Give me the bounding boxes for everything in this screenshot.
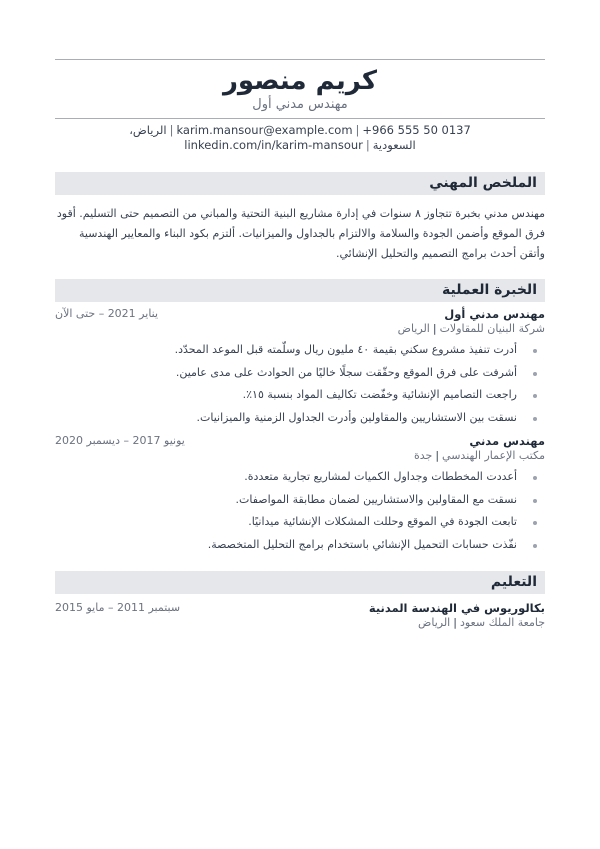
- summary-section-header: [55, 172, 545, 195]
- candidate-title: مهندس مدني أول: [252, 97, 348, 112]
- contact-phone: +966 555 50 0137: [362, 123, 471, 137]
- contact-separator: |: [169, 123, 174, 137]
- list-item: راجعت التصاميم الإنشائية وخفّضت تكاليف المواد بنسبة ١٥٪.: [75, 384, 545, 407]
- job-company-line: [398, 322, 545, 335]
- list-item: أعددت المخططات وجداول الكميات لمشاريع تجارية متعددة.: [75, 466, 545, 489]
- contact-separator: |: [365, 138, 370, 152]
- education-section-header: [55, 571, 545, 594]
- summary-text: مهندس مدني بخبرة تتجاوز ٨ سنوات في إدارة مشاريع البنية التحتية والمباني من التصميم حتى التسليم. أقود فرق الموقع وأضمن الجودة والسلامة والالتزام بالجداول والميزانيات. ألتزم بكود البناء والمعايير الهندسية وأتقن أحدث برامج التصميم والتحليل الإنشائي.: [56, 207, 545, 260]
- education-degree: بكالوريوس في الهندسة المدنية: [368, 601, 545, 615]
- education-heading: التعليم: [490, 574, 537, 590]
- candidate-name: كريم منصور: [222, 66, 378, 96]
- experience-section-header: [55, 279, 545, 302]
- job-title: مهندس مدني أول: [444, 307, 545, 321]
- list-item: تابعت الجودة في الموقع وحللت المشكلات الإنشائية ميدانيًا.: [75, 511, 545, 534]
- contact-divider: [55, 118, 545, 119]
- contact-linkedin[interactable]: linkedin.com/in/karim-mansour: [184, 138, 363, 152]
- list-item: نفّذت حسابات التحميل الإنشائي باستخدام برامج التحليل المتخصصة.: [75, 534, 545, 557]
- education-dates: سبتمبر 2011 – مايو 2015: [55, 601, 181, 614]
- job-title: مهندس مدني: [469, 434, 545, 448]
- list-item: نسقت مع المقاولين والاستشاريين لضمان مطابقة المواصفات.: [75, 489, 545, 512]
- contact-email[interactable]: karim.mansour@example.com: [176, 123, 353, 137]
- job-dates: يناير 2021 – حتى الآن: [55, 307, 159, 320]
- experience-heading: الخبرة العملية: [442, 282, 537, 298]
- job-company: مكتب الإعمار الهندسي: [442, 449, 545, 462]
- summary-heading: الملخص المهني: [429, 175, 537, 191]
- job-city: الرياض: [397, 322, 430, 335]
- job-bullets: [75, 339, 545, 429]
- contact-line: [55, 123, 545, 153]
- job-company: شركة البنيان للمقاولات: [439, 322, 545, 335]
- job-dates: يونيو 2017 – ديسمبر 2020: [55, 434, 185, 447]
- contact-location: الرياض، السعودية: [129, 123, 416, 152]
- list-item: أشرفت على فرق الموقع وحقّقت سجلًا خاليًا من الحوادث على مدى عامين.: [75, 362, 545, 385]
- education-school-line: [418, 616, 545, 629]
- education-city: الرياض: [418, 616, 451, 629]
- job-separator: |: [432, 322, 437, 335]
- education-separator: |: [453, 616, 457, 629]
- job-city: جدة: [413, 449, 433, 462]
- list-item: أدرت تنفيذ مشروع سكني بقيمة ٤٠ مليون ريال وسلّمته قبل الموعد المحدّد.: [75, 339, 545, 362]
- list-item: نسقت بين الاستشاريين والمقاولين وأدرت الجداول الزمنية والميزانيات.: [75, 407, 545, 430]
- top-divider: [55, 59, 545, 60]
- job-separator: |: [435, 449, 440, 462]
- job-bullets: [75, 466, 545, 556]
- contact-separator: |: [355, 123, 360, 137]
- education-school: جامعة الملك سعود: [459, 616, 545, 629]
- job-company-line: [414, 449, 545, 462]
